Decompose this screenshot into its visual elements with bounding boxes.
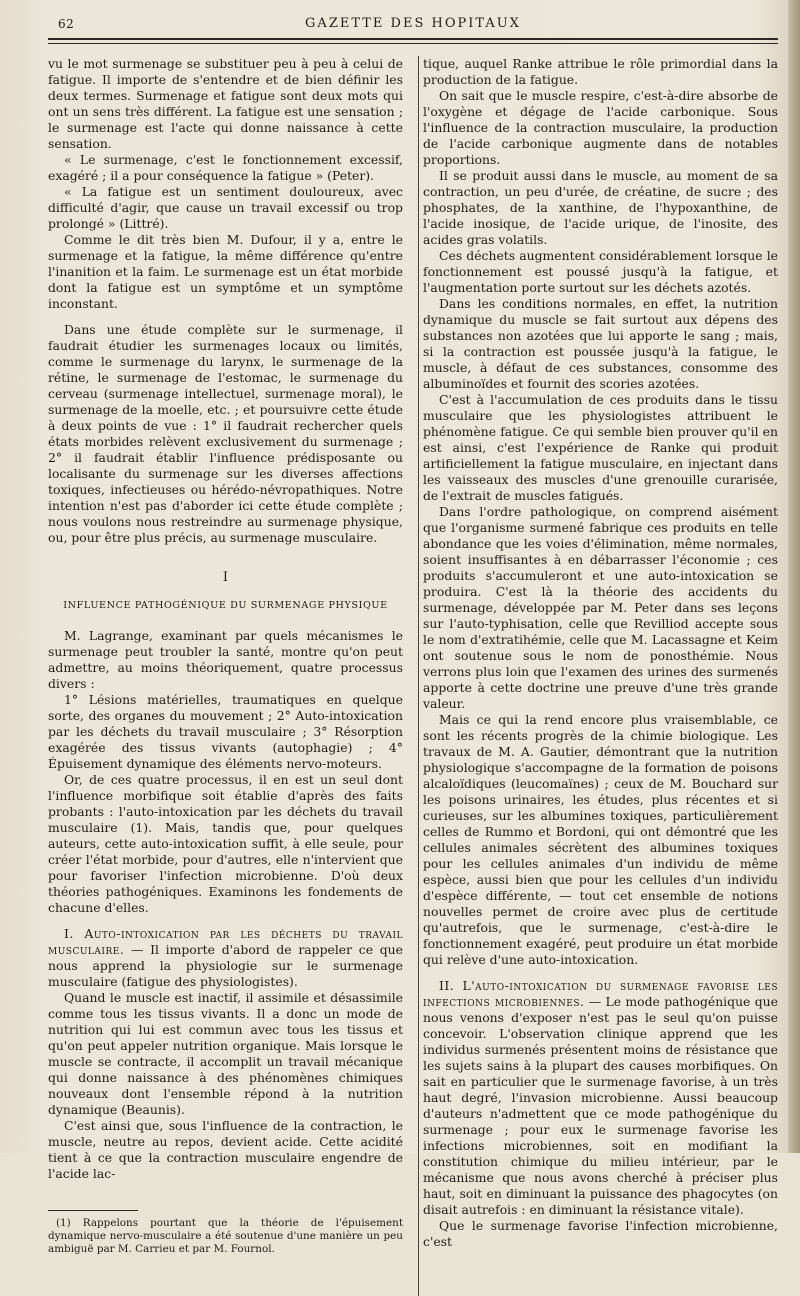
paragraph: « Le surmenage, c'est le fonctionnement excessif, exagéré ; il a pour conséquence la fatigue » (Peter). — [48, 152, 403, 183]
running-title: GAZETTE DES HOPITAUX — [305, 16, 521, 31]
spacer — [423, 968, 778, 978]
paragraph: Il se produit aussi dans le muscle, au moment de sa contraction, un peu d'urée, de créatine, de sucre ; des phosphates, de la xanthine, de l'hypoxanthine, de l'acide inosique, de l'acide urique, de l'inosite, des acides gras volatils. — [423, 168, 778, 247]
paragraph: Mais ce qui la rend encore plus vraisemblable, ce sont les récents progrès de la chimie biologique. Les travaux de M. A. Gautier, démontrant que la nutrition physiologique s'accompagne de la formation de poisons alcaloïdiques (leucomaïnes) ; ceux de M. Bouchard sur les poisons urinaires, les études, plus récentes et si curieuses, sur les albumines toxiques, particulièrement celles de Rummo et Bordoni, qui ont démontré que les cellules animales sécrètent des albumines toxiques pour les cellules animales d'un individu de même espèce, aussi bien que pour les cellules d'un individu d'espèce différente, — tout cet ensemble de notions nouvelles permet de croire avec plus de certitude qu'autrefois, que le surmenage, c'est-à-dire le fonctionnement exagéré, peut produire un état morbide qui relève d'une auto-intoxication. — [423, 712, 778, 967]
paragraph-text: — Le mode pathogénique que nous venons d'exposer n'est pas le seul qu'on puisse concevoir. L'observation clinique apprend que les individus surmenés présentent moins de résistance que les sujets sains à la plupart des causes morbifiques. On sait en particulier que le surmenage favorise, à un très haut degré, l'invasion microbienne. Aussi beaucoup d'auteurs n'admettent que ce mode pathogénique du surmenage ; pour eux le surmenage favorise les infections microbiennes, soit en modifiant la constitution chimique du milieu intérieur, par le mécanisme que nous avons cherché à préciser plus haut, soit en diminuant la puissance des phagocytes (on disait autrefois : en diminuant la résistance vitale). — [423, 994, 778, 1217]
section-title: INFLUENCE PATHOGÉNIQUE DU SURMENAGE PHYSIQUE — [63, 600, 388, 611]
paragraph: C'est à l'accumulation de ces produits dans le tissu musculaire que les physiologistes attribuent le phénomène fatigue. Ce qui semble bien prouver qu'il en est ainsi, c'est l'expérience de Ranke qui produit artificiellement la fatigue musculaire, en injectant dans les vaisseaux des muscles d'une grenouille curarisée, de l'extrait de muscles fatigués. — [423, 392, 778, 503]
paragraph: Dans une étude complète sur le surmenage, il faudrait étudier les surmenages locaux ou limités, comme le surmenage du larynx, le surmenage de la rétine, le surmenage de l'estomac, le surmenage du cerveau (surmenage intellectuel, surmenage moral), le surmenage de la moelle, etc. ; et poursuivre cette étude à deux points de vue : 1° il faudrait rechercher quels états morbides relèvent exclusivement du surmenage ; 2° il faudrait établir l'influence prédisposante ou localisante du surmenage sur les diverses affections toxiques, infectieuses ou hérédo-névropathiques. Notre intention n'est pas d'aborder ici cette étude complète ; nous voulons nous restreindre au surmenage physique, ou, pour être plus précis, au surmenage musculaire. — [48, 322, 403, 545]
paragraph: Dans l'ordre pathologique, on comprend aisément que l'organisme surmené fabrique ces produits en telle abondance que les voies d'élimination, même normales, soient insuffisantes à en débarrasser l'économie ; ces produits s'accumuleront et une auto-intoxication se produira. C'est là la théorie des accidents du surmenage, développée par M. Peter dans ses leçons sur l'auto-typhisation, celle que Revilliod accepte sous le nom d'extratihémie, celle que M. Lacassagne et Keim ont soutenue sous le nom de ponosthémie. Nous verrons plus loin que l'examen des urines des surmenés apporte à cette doctrine une preuve d'une très grande valeur. — [423, 504, 778, 711]
paragraph: Or, de ces quatre processus, il en est un seul dont l'influence morbifique soit établie d'après des faits probants : l'auto-intoxication par les déchets du travail musculaire (1). Mais, tandis que, pour quelques auteurs, cette auto-intoxication suffit, à elle seule, pour créer l'état morbide, pour d'autres, elle n'intervient que pour favoriser l'infection microbienne. D'où deux théories pathogéniques. Examinons les fondements de chacune d'elles. — [48, 772, 403, 915]
paragraph: Que le surmenage favorise l'infection microbienne, c'est — [423, 1218, 778, 1249]
header-rule — [48, 43, 778, 44]
paragraph: « La fatigue est un sentiment douloureux, avec difficulté d'agir, que cause un travail excessif ou trop prolongé » (Littré). — [48, 184, 403, 231]
left-column — [48, 56, 403, 1256]
paragraph: C'est ainsi que, sous l'influence de la contraction, le muscle, neutre au repos, devient acide. Cette acidité tient à ce que la contraction musculaire engendre de l'acide lac- — [48, 1118, 403, 1181]
paragraph — [423, 978, 778, 1218]
paragraph: vu le mot surmenage se substituer peu à peu à celui de fatigue. Il importe de s'entendre et de bien définir les deux termes. Surmenage et fatigue sont deux mots qui ont un sens très différent. La fatigue est une sensation ; le surmenage est l'acte qui donne naissance à cette sensation. — [48, 56, 403, 151]
paragraph-text: — Il importe d'abord de rappeler ce que nous apprend la physiologie sur le surmenage musculaire (fatigue des physiologistes). — [48, 942, 403, 989]
paragraph: Quand le muscle est inactif, il assimile et désassimile comme tous les tissus vivants. Il a donc un mode de nutrition qui lui est commun avec tous les tissus et qu'on peut appeler nutrition organique. Mais lorsque le muscle se contracte, il accomplit un travail mécanique qui donne naissance à des phénomènes chimiques nouveaux dont l'ensemble répond à la nutrition dynamique (Beaunis). — [48, 990, 403, 1117]
page-header — [48, 12, 778, 40]
section-number: I — [222, 570, 229, 585]
footnote — [48, 1217, 403, 1256]
right-column — [423, 56, 778, 1256]
paragraph: Dans les conditions normales, en effet, la nutrition dynamique du muscle se fait surtout aux dépens des substances non azotées que lui apporte le sang ; mais, si la contraction est poussée jusqu'à la fatigue, le muscle, à défaut de ces substances, consomme des albuminoïdes et fournit des scories azotées. — [423, 296, 778, 391]
footnote-text: (1) Rappelons pourtant que la théorie de l'épuisement dynamique nervo-musculaire a été soutenue d'une manière un peu ambiguë par M. Carrieu et par M. Fournol. — [48, 1217, 403, 1255]
paragraph: On sait que le muscle respire, c'est-à-dire absorbe de l'oxygène et dégage de l'acide carbonique. Sous l'influence de la contraction musculaire, la production de l'acide carbonique augmente dans de notables proportions. — [423, 88, 778, 167]
paragraph: Comme le dit très bien M. Dufour, il y a, entre le surmenage et la fatigue, la même différence qu'entre l'inanition et la faim. Le surmenage est un état morbide dont la fatigue est un symptôme et un symptôme inconstant. — [48, 232, 403, 311]
subsection-heading: I. Auto-intoxication par les déchets du travail musculaire. — [48, 926, 403, 957]
text-columns — [48, 56, 778, 1256]
page-number: 62 — [58, 17, 75, 31]
paragraph: 1° Lésions matérielles, traumatiques en quelque sorte, des organes du mouvement ; 2° Auto-intoxication par les déchets du travail musculaire ; 3° Résorption exagérée des tissus vivants (autophagie) ; 4° Épuisement dynamique des éléments nervo-moteurs. — [48, 692, 403, 771]
paragraph — [48, 926, 403, 990]
spacer — [48, 312, 403, 322]
paragraph: Ces déchets augmentent considérablement lorsque le fonctionnement est poussé jusqu'à la fatigue, et l'augmentation porte surtout sur les déchets azotés. — [423, 248, 778, 295]
paragraph: tique, auquel Ranke attribue le rôle primordial dans la production de la fatigue. — [423, 56, 778, 87]
column-divider — [418, 56, 419, 1296]
page-edge — [788, 0, 800, 1153]
paragraph: M. Lagrange, examinant par quels mécanismes le surmenage peut troubler la santé, montre qu'on peut admettre, au moins théoriquement, quatre processus divers : — [48, 628, 403, 691]
subsection-heading: II. L'auto-intoxication du surmenage favorise les infections microbiennes. — [423, 978, 778, 1009]
footnote-rule — [48, 1210, 138, 1211]
spacer — [48, 916, 403, 926]
